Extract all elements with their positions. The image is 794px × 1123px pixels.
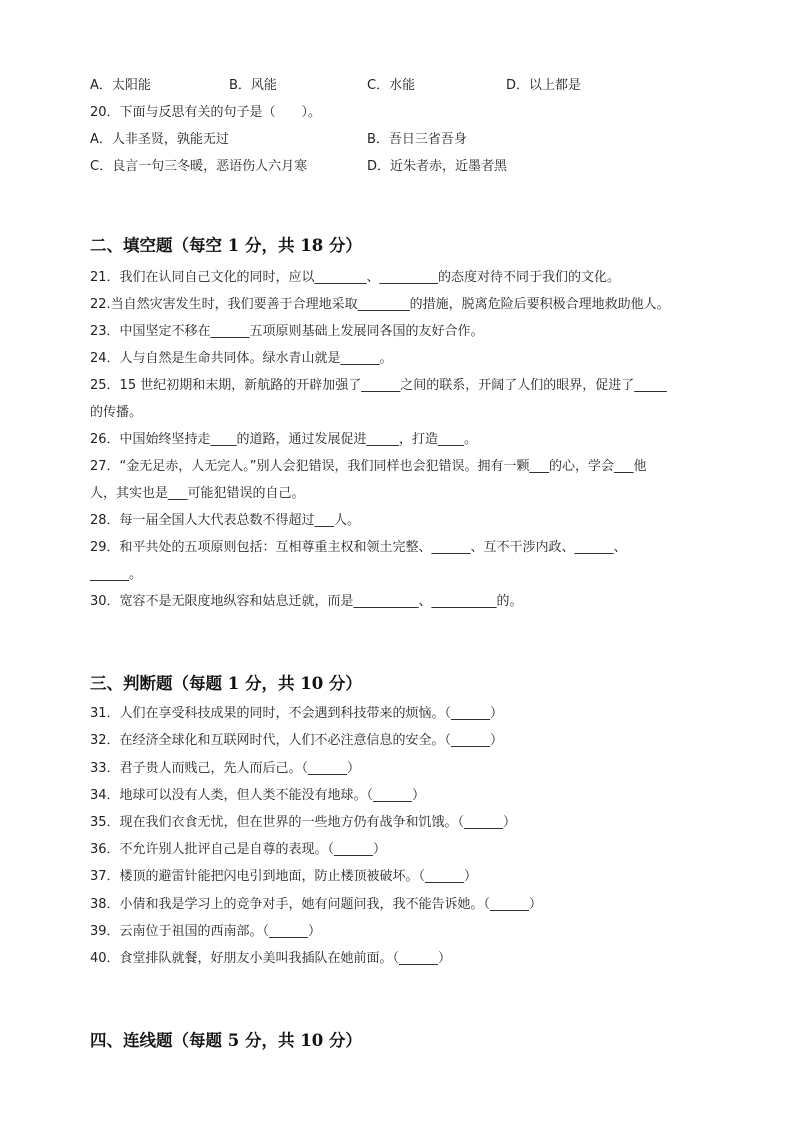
q21-line: 21．我们在认同自己文化的同时，应以________、_________的态度对待不同于我们的文化。	[90, 270, 621, 285]
q20-option-c: C．良言一句三冬暖，恶语伤人六月寒	[90, 159, 308, 174]
q24-line: 24．人与自然是生命共同体。绿水青山就是______。	[90, 351, 393, 366]
q26-line: 26．中国始终坚持走____的道路，通过发展促进_____，打造____。	[90, 432, 478, 447]
q39-line: 39．云南位于祖国的西南部。（______）	[90, 924, 322, 939]
section-4-title: 四、连线题（每题 5 分，共 10 分）	[90, 1031, 362, 1050]
q29-line-1: 29．和平共处的五项原则包括：互相尊重主权和领土完整、______、互不干涉内政、______、	[90, 540, 627, 555]
q30-line: 30．宽容不是无限度地纵容和姑息迁就，而是__________、__________的。	[90, 594, 523, 609]
q19-option-c: C．水能	[367, 78, 416, 93]
q25-line-1: 25．15 世纪初期和末期，新航路的开辟加强了______之间的联系，开阔了人们的眼界，促进了_____	[90, 378, 667, 393]
q40-line: 40．食堂排队就餐，好朋友小美叫我插队在她前面。（______）	[90, 951, 452, 966]
q33-line: 33．君子贵人而贱己，先人而后己。（______）	[90, 761, 361, 776]
q38-line: 38．小倩和我是学习上的竞争对手，她有问题问我，我不能告诉她。（______）	[90, 897, 543, 912]
section-3-title: 三、判断题（每题 1 分，共 10 分）	[90, 674, 362, 693]
q20-stem: 20．下面与反思有关的句子是（ ）。	[90, 105, 322, 120]
q35-line: 35．现在我们衣食无忧，但在世界的一些地方仍有战争和饥饿。（______）	[90, 815, 517, 830]
q29-line-2: ______。	[90, 567, 143, 582]
q28-line: 28．每一届全国人大代表总数不得超过___人。	[90, 513, 361, 528]
q20-option-b: B．吾日三省吾身	[367, 132, 467, 147]
q36-line: 36．不允许别人批评自己是自尊的表现。（______）	[90, 842, 387, 857]
q22-line: 22.当自然灾害发生时，我们要善于合理地采取________的措施，脱离危险后要积极合理地救助他人。	[90, 297, 670, 312]
q27-line-2: 人，其实也是___可能犯错误的自己。	[90, 486, 305, 501]
q19-option-a: A．太阳能	[90, 78, 151, 93]
q19-option-d: D．以上都是	[506, 78, 582, 93]
q19-option-b: B．风能	[229, 78, 277, 93]
q23-line: 23．中国坚定不移在______五项原则基础上发展同各国的友好合作。	[90, 324, 484, 339]
q32-line: 32．在经济全球化和互联网时代，人们不必注意信息的安全。（______）	[90, 733, 504, 748]
q20-option-d: D．近朱者赤，近墨者黑	[367, 159, 508, 174]
q31-line: 31．人们在享受科技成果的同时，不会遇到科技带来的烦恼。（______）	[90, 706, 504, 721]
q20-option-a: A．人非圣贤，孰能无过	[90, 132, 229, 147]
q25-line-2: 的传播。	[90, 405, 143, 420]
q37-line: 37．楼顶的避雷针能把闪电引到地面，防止楼顶被破坏。（______）	[90, 869, 478, 884]
q27-line-1: 27．“金无足赤，人无完人。”别人会犯错误，我们同样也会犯错误。拥有一颗___的心，学会___他	[90, 459, 647, 474]
q34-line: 34．地球可以没有人类，但人类不能没有地球。（______）	[90, 788, 426, 803]
section-2-title: 二、填空题（每空 1 分，共 18 分）	[90, 236, 362, 255]
